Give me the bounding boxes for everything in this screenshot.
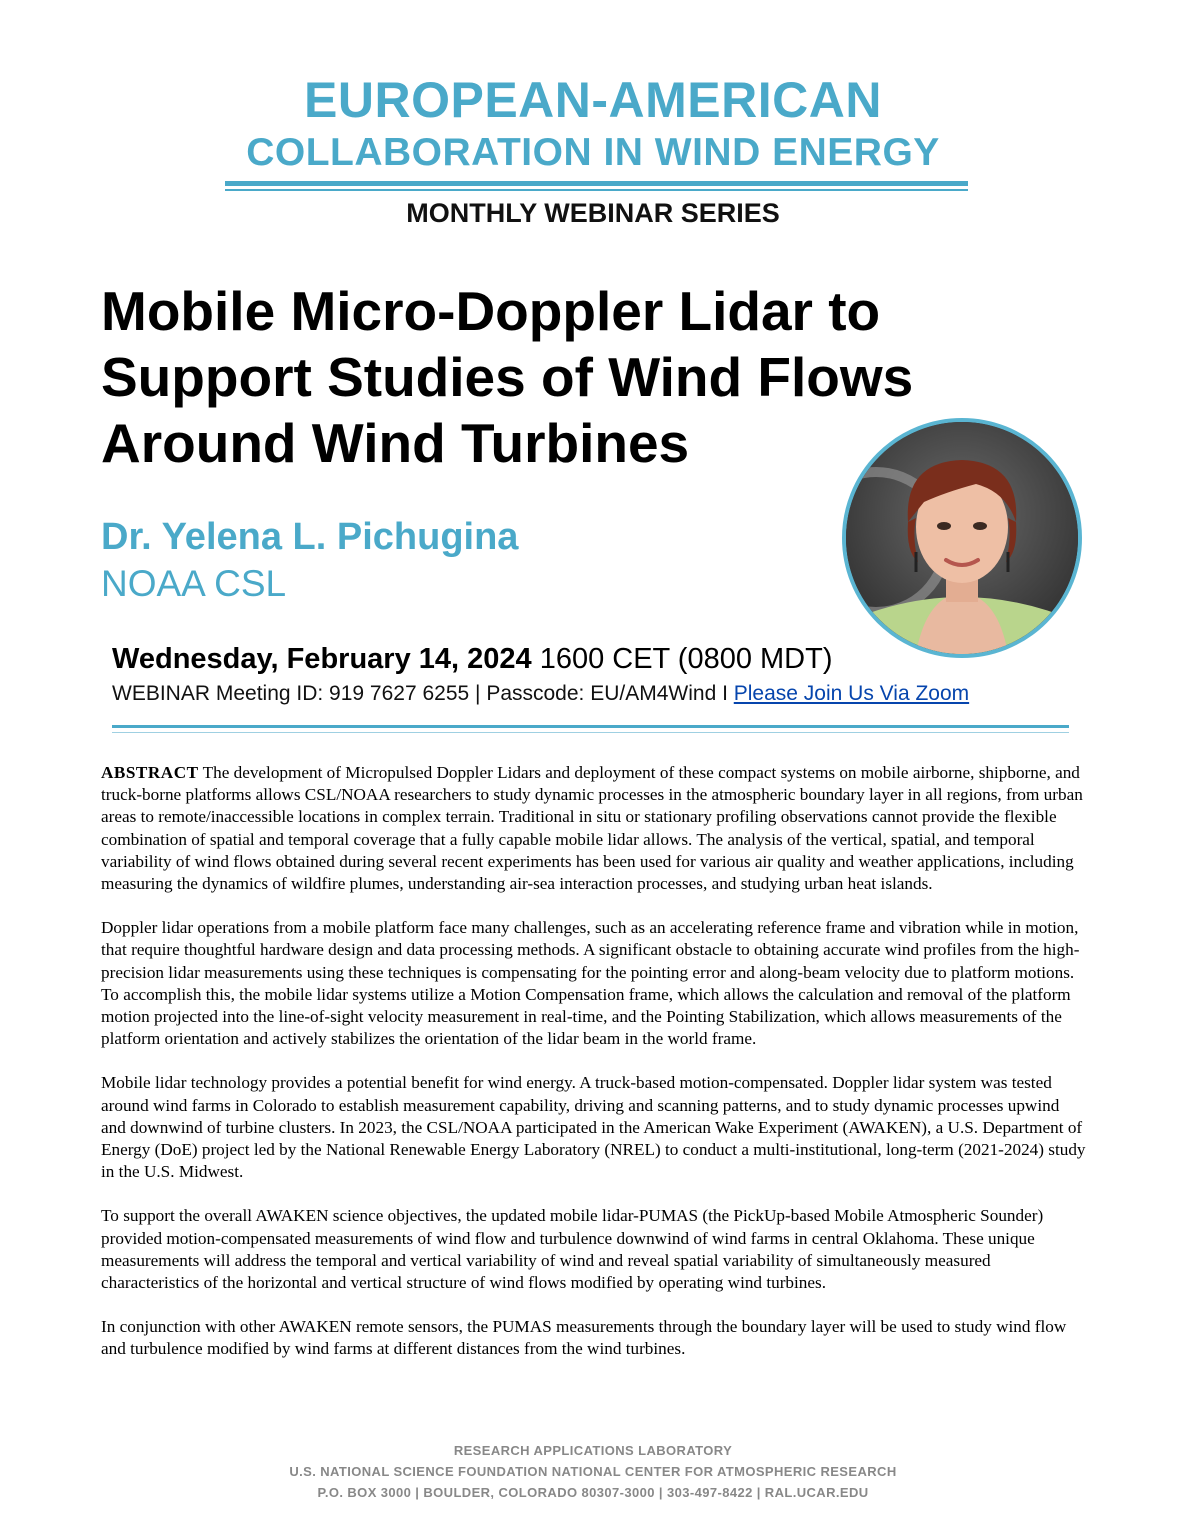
talk-title <box>101 278 1001 476</box>
footer-contact: P.O. BOX 3000 | BOULDER, COLORADO 80307-3000 | 303-497-8422 | RAL.UCAR.EDU <box>317 1485 869 1500</box>
body-paragraph: To support the overall AWAKEN science objectives, the updated mobile lidar-PUMAS (the PickUp-based Mobile Atmospheric Sounder) provided motion-compensated measurements of wind flow and turbulence downwind of wind farms in central Oklahoma. These unique measurements will address the temporal and vertical variability of wind and reveal spatial variability of simultaneously measured characteristics of the horizontal and vertical structure of wind flows modified by operating wind turbines. <box>101 1206 1044 1293</box>
talk-title-line: Support Studies of Wind Flows <box>101 346 914 408</box>
abstract-label: ABSTRACT <box>101 763 199 782</box>
abstract-text: The development of Micropulsed Doppler Lidars and deployment of these compact systems on mobile airborne, shipborne, and truck-borne platforms allows CSL/NOAA researchers to study dynamic processes in the atmospheric boundary layer in all regions, from urban areas to remote/inaccessible locations in complex terrain. Traditional in situ or stationary profiling observations cannot provide the flexible combination of spatial and temporal coverage that a fully capable mobile lidar allows. The analysis of the vertical, spatial, and temporal variability of wind flows obtained during several recent experiments has been used for various air quality and weather applications, including measuring the dynamics of wildfire plumes, understanding air-sea interaction processes, and studying urban heat islands. <box>101 763 1083 894</box>
body-paragraph: In conjunction with other AWAKEN remote sensors, the PUMAS measurements through the boundary layer will be used to study wind flow and turbulence modified by wind farms at different distances from the wind turbines. <box>101 1317 1067 1359</box>
talk-title-line: Mobile Micro-Doppler Lidar to <box>101 280 881 342</box>
footer-org-name: U.S. NATIONAL SCIENCE FOUNDATION NATIONAL CENTER FOR ATMOSPHERIC RESEARCH <box>289 1464 897 1479</box>
header-divider-thick <box>225 181 968 186</box>
portrait-graphic <box>846 422 1078 654</box>
footer-lab-name: RESEARCH APPLICATIONS LABORATORY <box>453 1443 733 1458</box>
event-datetime <box>112 641 833 677</box>
abstract-paragraph <box>101 762 1086 895</box>
body-paragraph: Doppler lidar operations from a mobile platform face many challenges, such as an accelerating reference frame and vibration while in motion, that require thoughtful hardware design and data processing methods. A significant obstacle to obtaining accurate wind profiles from the high-precision lidar measurements using these techniques is compensating for the pointing error and along-beam velocity due to platform motions. To accomplish this, the mobile lidar systems utilize a Motion Compensation frame, which allows the calculation and removal of the platform motion projected into the line-of-sight velocity measurement in real-time, and the Pointing Stabilization, which allows measurements of the platform orientation and actively stabilizes the orientation of the lidar beam in the world frame. <box>101 918 1080 1049</box>
abstract-body <box>101 762 1086 1383</box>
header-divider-thin <box>225 189 968 191</box>
header-title-line2: COLLABORATION IN WIND ENERGY <box>246 131 940 174</box>
meeting-id-passcode: WEBINAR Meeting ID: 919 7627 6255 | Passcode: EU/AM4Wind I <box>112 682 734 705</box>
event-time: 1600 CET (0800 MDT) <box>531 643 833 675</box>
series-label: MONTHLY WEBINAR SERIES <box>406 198 780 228</box>
speaker-organization: NOAA CSL <box>101 563 287 604</box>
talk-title-line: Around Wind Turbines <box>101 412 690 474</box>
section-divider <box>112 725 1069 728</box>
event-date: Wednesday, February 14, 2024 <box>112 643 532 675</box>
footer <box>0 1440 1186 1503</box>
zoom-join-link[interactable]: Please Join Us Via Zoom <box>733 682 970 705</box>
speaker-portrait-icon <box>842 418 1082 658</box>
body-paragraph: Mobile lidar technology provides a potential benefit for wind energy. A truck-based motion-compensated. Doppler lidar system was tested around wind farms in Colorado to establish measurement capability, driving and scanning patterns, and to study dynamic processes upwind and downwind of turbine clusters. In 2023, the CSL/NOAA participated in the American Wake Experiment (AWAKEN), a U.S. Department of Energy (DoE) project led by the National Renewable Energy Laboratory (NREL) to conduct a multi-institutional, long-term (2021-2024) study in the U.S. Midwest. <box>101 1073 1086 1182</box>
speaker-name: Dr. Yelena L. Pichugina <box>101 516 519 558</box>
header-title-line1: EUROPEAN-AMERICAN <box>304 72 882 128</box>
section-divider-thin <box>112 732 1069 733</box>
meeting-info <box>112 680 969 708</box>
